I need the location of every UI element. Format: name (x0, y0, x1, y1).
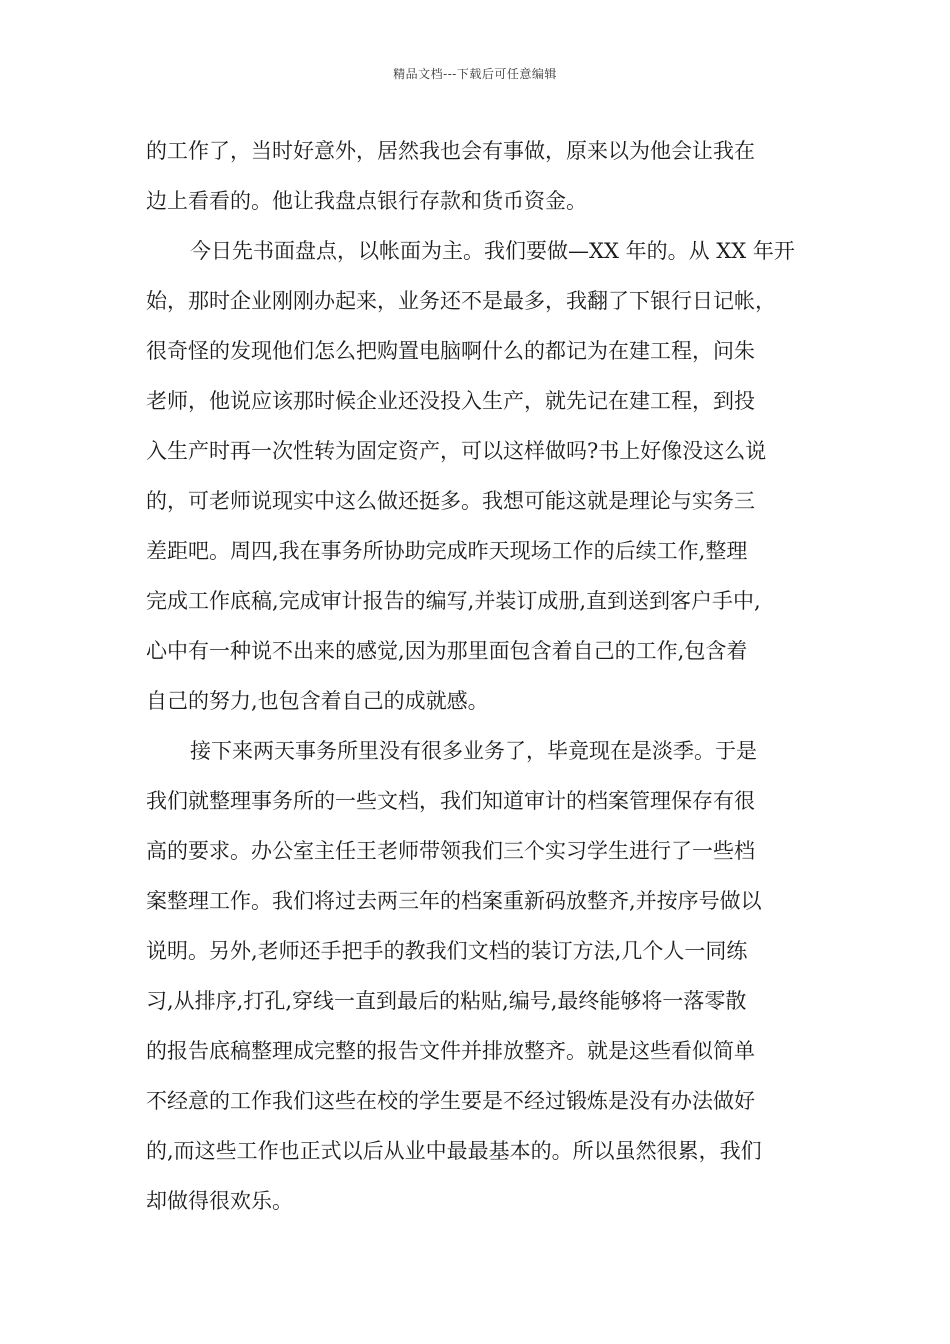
text-line: 案整理工作。我们将过去两三年的档案重新码放整齐,并按序号做以 (146, 889, 762, 913)
paragraph-3 (146, 726, 816, 1226)
paragraph-2 (146, 226, 816, 726)
text-line: 的工作了，当时好意外，居然我也会有事做，原来以为他会让我在 (146, 139, 755, 163)
text-line: 接下来两天事务所里没有很多业务了，毕竟现在是淡季。于是 (190, 739, 757, 763)
paragraph-1 (146, 126, 816, 226)
text-line: 老师，他说应该那时候企业还没投入生产，就先记在建工程，到投 (146, 389, 755, 413)
text-line: 的,而这些工作也正式以后从业中最最基本的。所以虽然很累，我们 (146, 1139, 762, 1163)
text-line: 的，可老师说现实中这么做还挺多。我想可能这就是理论与实务三 (146, 489, 755, 513)
text-line: 始，那时企业刚刚办起来，业务还不是最多，我翻了下银行日记帐， (146, 289, 776, 313)
text-line: 边上看看的。他让我盘点银行存款和货币资金。 (146, 189, 587, 213)
text-line: 却做得很欢乐。 (146, 1189, 293, 1213)
text-line: 高的要求。办公室主任王老师带领我们三个实习学生进行了一些档 (146, 839, 755, 863)
text-line: 心中有一种说不出来的感觉,因为那里面包含着自己的工作,包含着 (146, 639, 748, 663)
text-line: 入生产时再一次性转为固定资产，可以这样做吗?书上好像没这么说 (146, 439, 767, 463)
text-line: 不经意的工作我们这些在校的学生要是不经过锻炼是没有办法做好 (146, 1089, 755, 1113)
text-line: 的报告底稿整理成完整的报告文件并排放整齐。就是这些看似简单 (146, 1039, 755, 1063)
text-line: 很奇怪的发现他们怎么把购置电脑啊什么的都记为在建工程，问朱 (146, 339, 755, 363)
document-body (146, 126, 816, 1226)
text-line: 我们就整理事务所的一些文档，我们知道审计的档案管理保存有很 (146, 789, 755, 813)
text-line: 差距吧。周四,我在事务所协助完成昨天现场工作的后续工作,整理 (146, 539, 748, 563)
text-line: 自己的努力,也包含着自己的成就感。 (146, 689, 489, 713)
page-header: 精品文档---下载后可任意编辑 (393, 67, 557, 81)
text-line: 今日先书面盘点，以帐面为主。我们要做—XX 年的。从 XX 年开 (190, 239, 795, 263)
text-line: 完成工作底稿,完成审计报告的编写,并装订成册,直到送到客户手中, (146, 589, 761, 613)
text-line: 说明。另外,老师还手把手的教我们文档的装订方法,几个人一同练 (146, 939, 748, 963)
text-line: 习,从排序,打孔,穿线一直到最后的粘贴,编号,最终能够将一落零散 (146, 989, 747, 1013)
